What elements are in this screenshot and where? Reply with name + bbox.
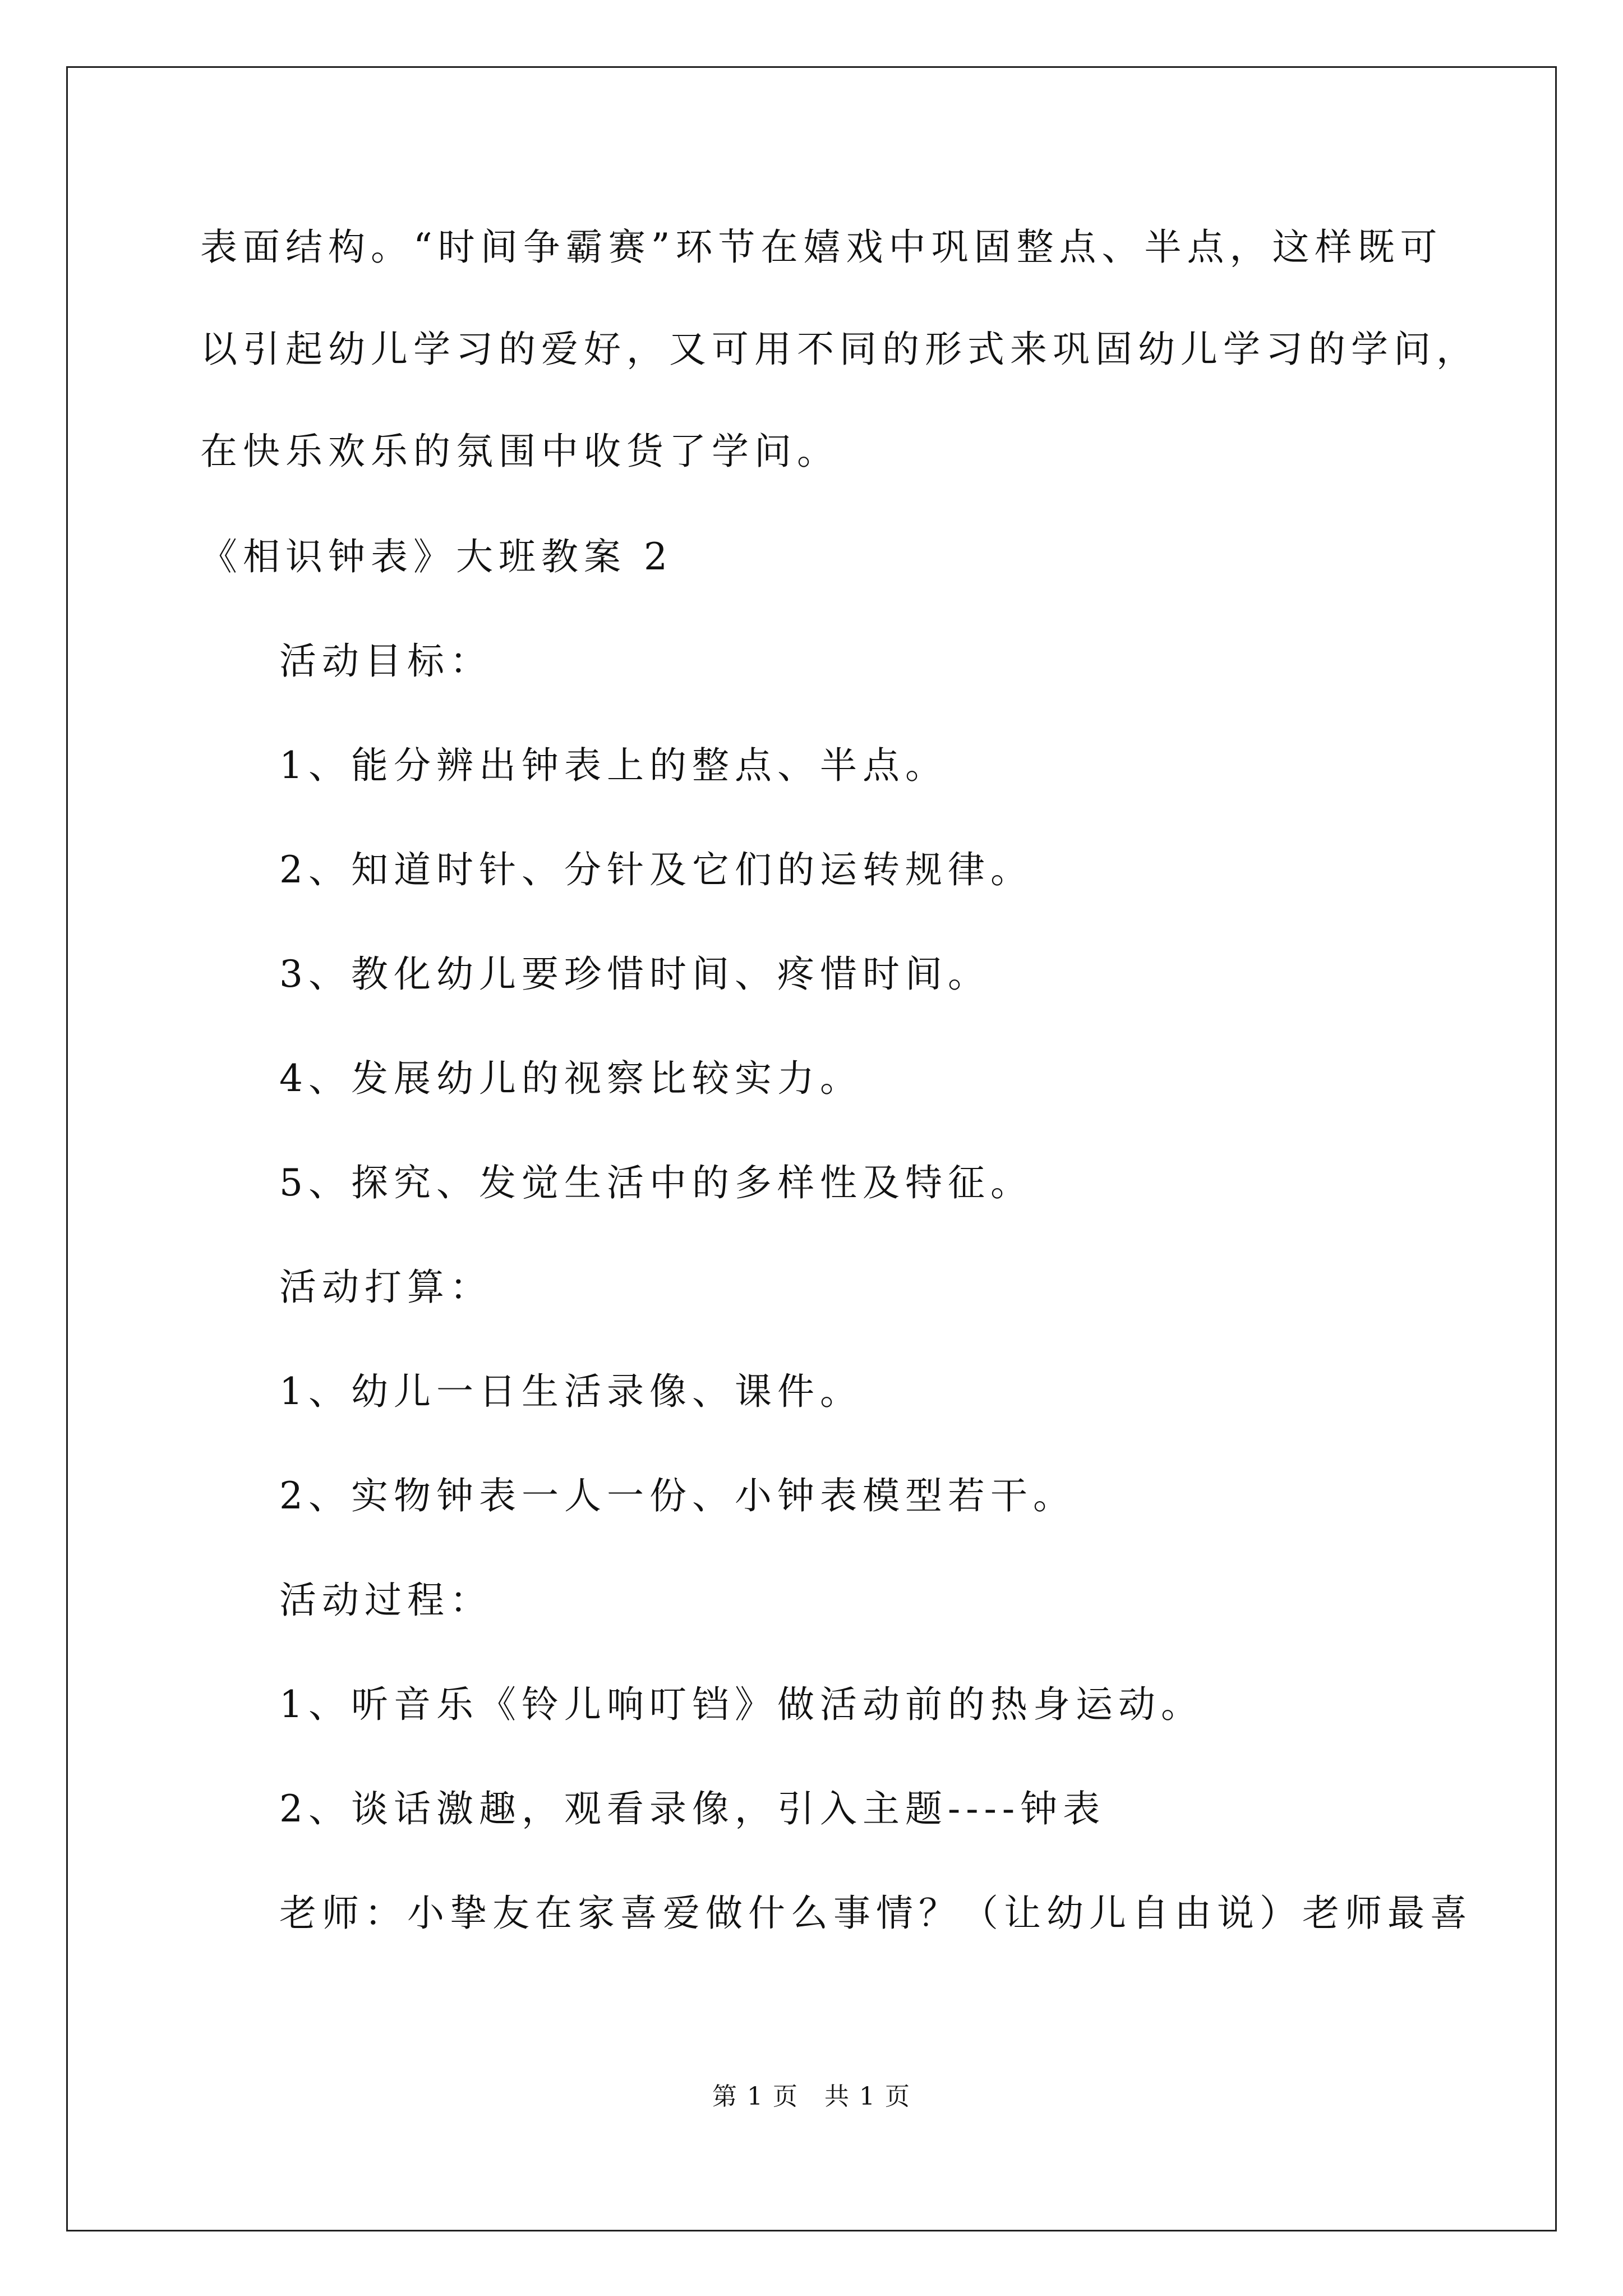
process-heading: 活动过程： <box>279 1579 492 1622</box>
page-footer: 第 1 页 共 1 页 <box>712 2082 911 2111</box>
paragraph-line: 在快乐欢乐的氛围中收货了学问。 <box>200 430 840 473</box>
prep-heading: 活动打算： <box>279 1266 492 1309</box>
section-title: 《相识钟表》大班教案 2 <box>200 535 673 578</box>
goals-heading: 活动目标： <box>279 639 492 683</box>
list-item: 1、听音乐《铃儿响叮铛》做活动前的热身运动。 <box>279 1683 1204 1726</box>
list-item: 5、探究、发觉生活中的多样性及特征。 <box>279 1161 1033 1204</box>
list-item: 1、幼儿一日生活录像、课件。 <box>279 1370 863 1413</box>
list-item: 2、谈话激趣，观看录像，引入主题----钟表 <box>279 1787 1106 1830</box>
list-item: 2、实物钟表一人一份、小钟表模型若干。 <box>279 1474 1076 1517</box>
list-item: 2、知道时针、分针及它们的运转规律。 <box>279 848 1033 891</box>
paragraph-line: 表面结构。“时间争霸赛”环节在嬉戏中巩固整点、半点，这样既可 <box>200 226 1443 269</box>
paragraph-line: 以引起幼儿学习的爱好，又可用不同的形式来巩固幼儿学习的学问， <box>200 328 1479 371</box>
list-item: 3、教化幼儿要珍惜时间、疼惜时间。 <box>279 953 990 996</box>
list-item: 1、能分辨出钟表上的整点、半点。 <box>279 744 948 787</box>
list-item: 4、发展幼儿的视察比较实力。 <box>279 1057 863 1100</box>
paragraph-line: 老师：小挚友在家喜爱做什么事情？（让幼儿自由说）老师最喜 <box>279 1892 1473 1935</box>
